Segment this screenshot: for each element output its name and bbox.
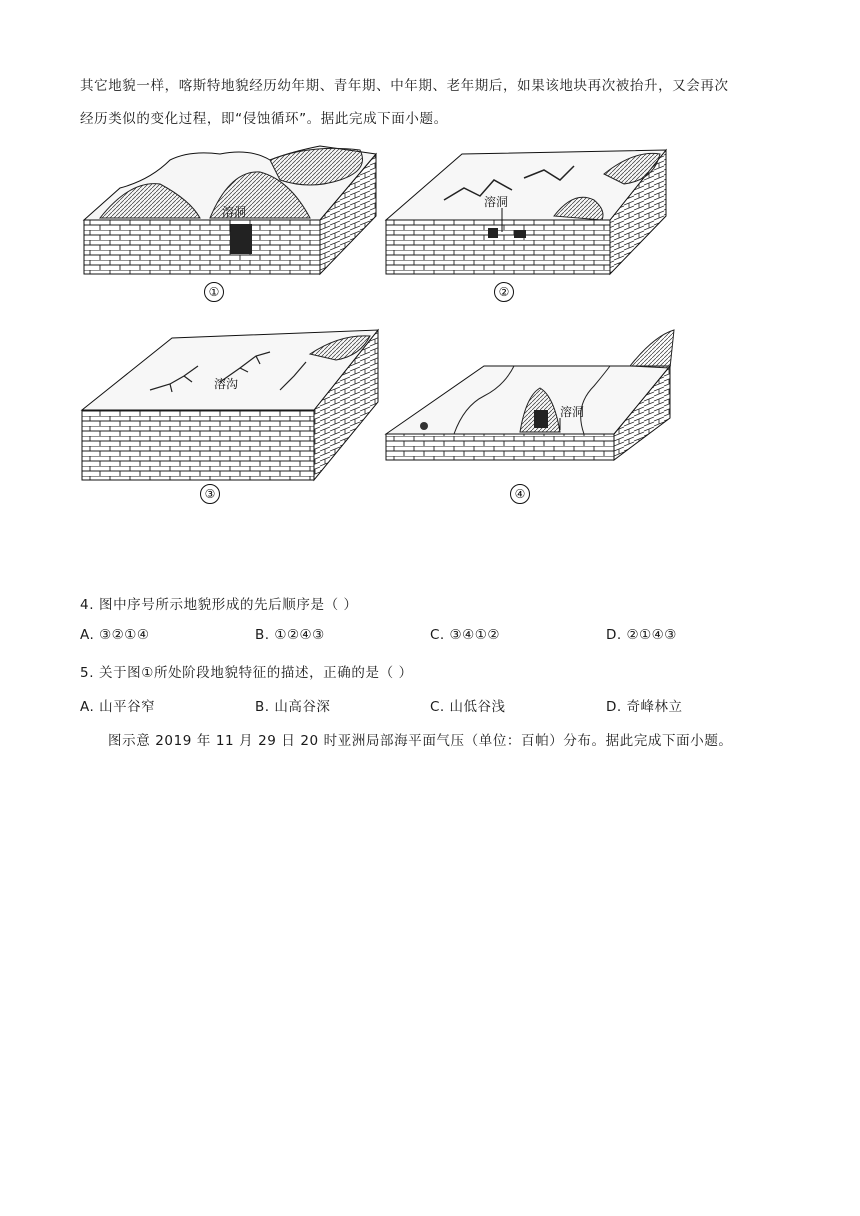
fig2-cave-label: 溶洞 [484, 195, 509, 209]
question-4-option-b[interactable]: B. ①②④③ [255, 627, 325, 643]
fig4-cave-label: 溶洞 [560, 405, 585, 419]
question-5-option-d[interactable]: D. 奇峰林立 [606, 699, 683, 715]
question-5-stem: 5. 关于图①所处阶段地貌特征的描述，正确的是（ ） [80, 665, 413, 681]
intro-line-2: 经历类似的变化过程，即“侵蚀循环”。据此完成下面小题。 [80, 111, 448, 127]
question-5-option-c[interactable]: C. 山低谷浅 [430, 699, 506, 715]
karst-block-diagram-3 [80, 326, 380, 501]
question-5-option-a[interactable]: A. 山平谷窄 [80, 699, 156, 715]
karst-block-diagram-4 [384, 326, 684, 501]
fig2-number: ② [494, 282, 514, 302]
intro-line-1: 其它地貌一样，喀斯特地貌经历幼年期、青年期、中年期、老年期后，如果该地块再次被抬升，又会再次 [80, 78, 729, 94]
next-section-intro: 图示意 2019 年 11 月 29 日 20 时亚洲局部海平面气压（单位：百帕）分布。据此完成下面小题。 [108, 733, 733, 749]
karst-block-diagram-1 [80, 140, 380, 299]
karst-block-diagram-2 [384, 140, 684, 299]
fig3-groove-label: 溶沟 [214, 377, 239, 391]
question-4-stem: 4. 图中序号所示地貌形成的先后顺序是（ ） [80, 597, 358, 613]
fig4-number: ④ [510, 484, 530, 504]
fig1-cave-label: 溶洞 [222, 205, 247, 219]
question-5-option-b[interactable]: B. 山高谷深 [255, 699, 331, 715]
question-4-option-d[interactable]: D. ②①④③ [606, 627, 677, 643]
question-4-option-c[interactable]: C. ③④①② [430, 627, 500, 643]
question-4-option-a[interactable]: A. ③②①④ [80, 627, 150, 643]
fig1-number: ① [204, 282, 224, 302]
fig3-number: ③ [200, 484, 220, 504]
